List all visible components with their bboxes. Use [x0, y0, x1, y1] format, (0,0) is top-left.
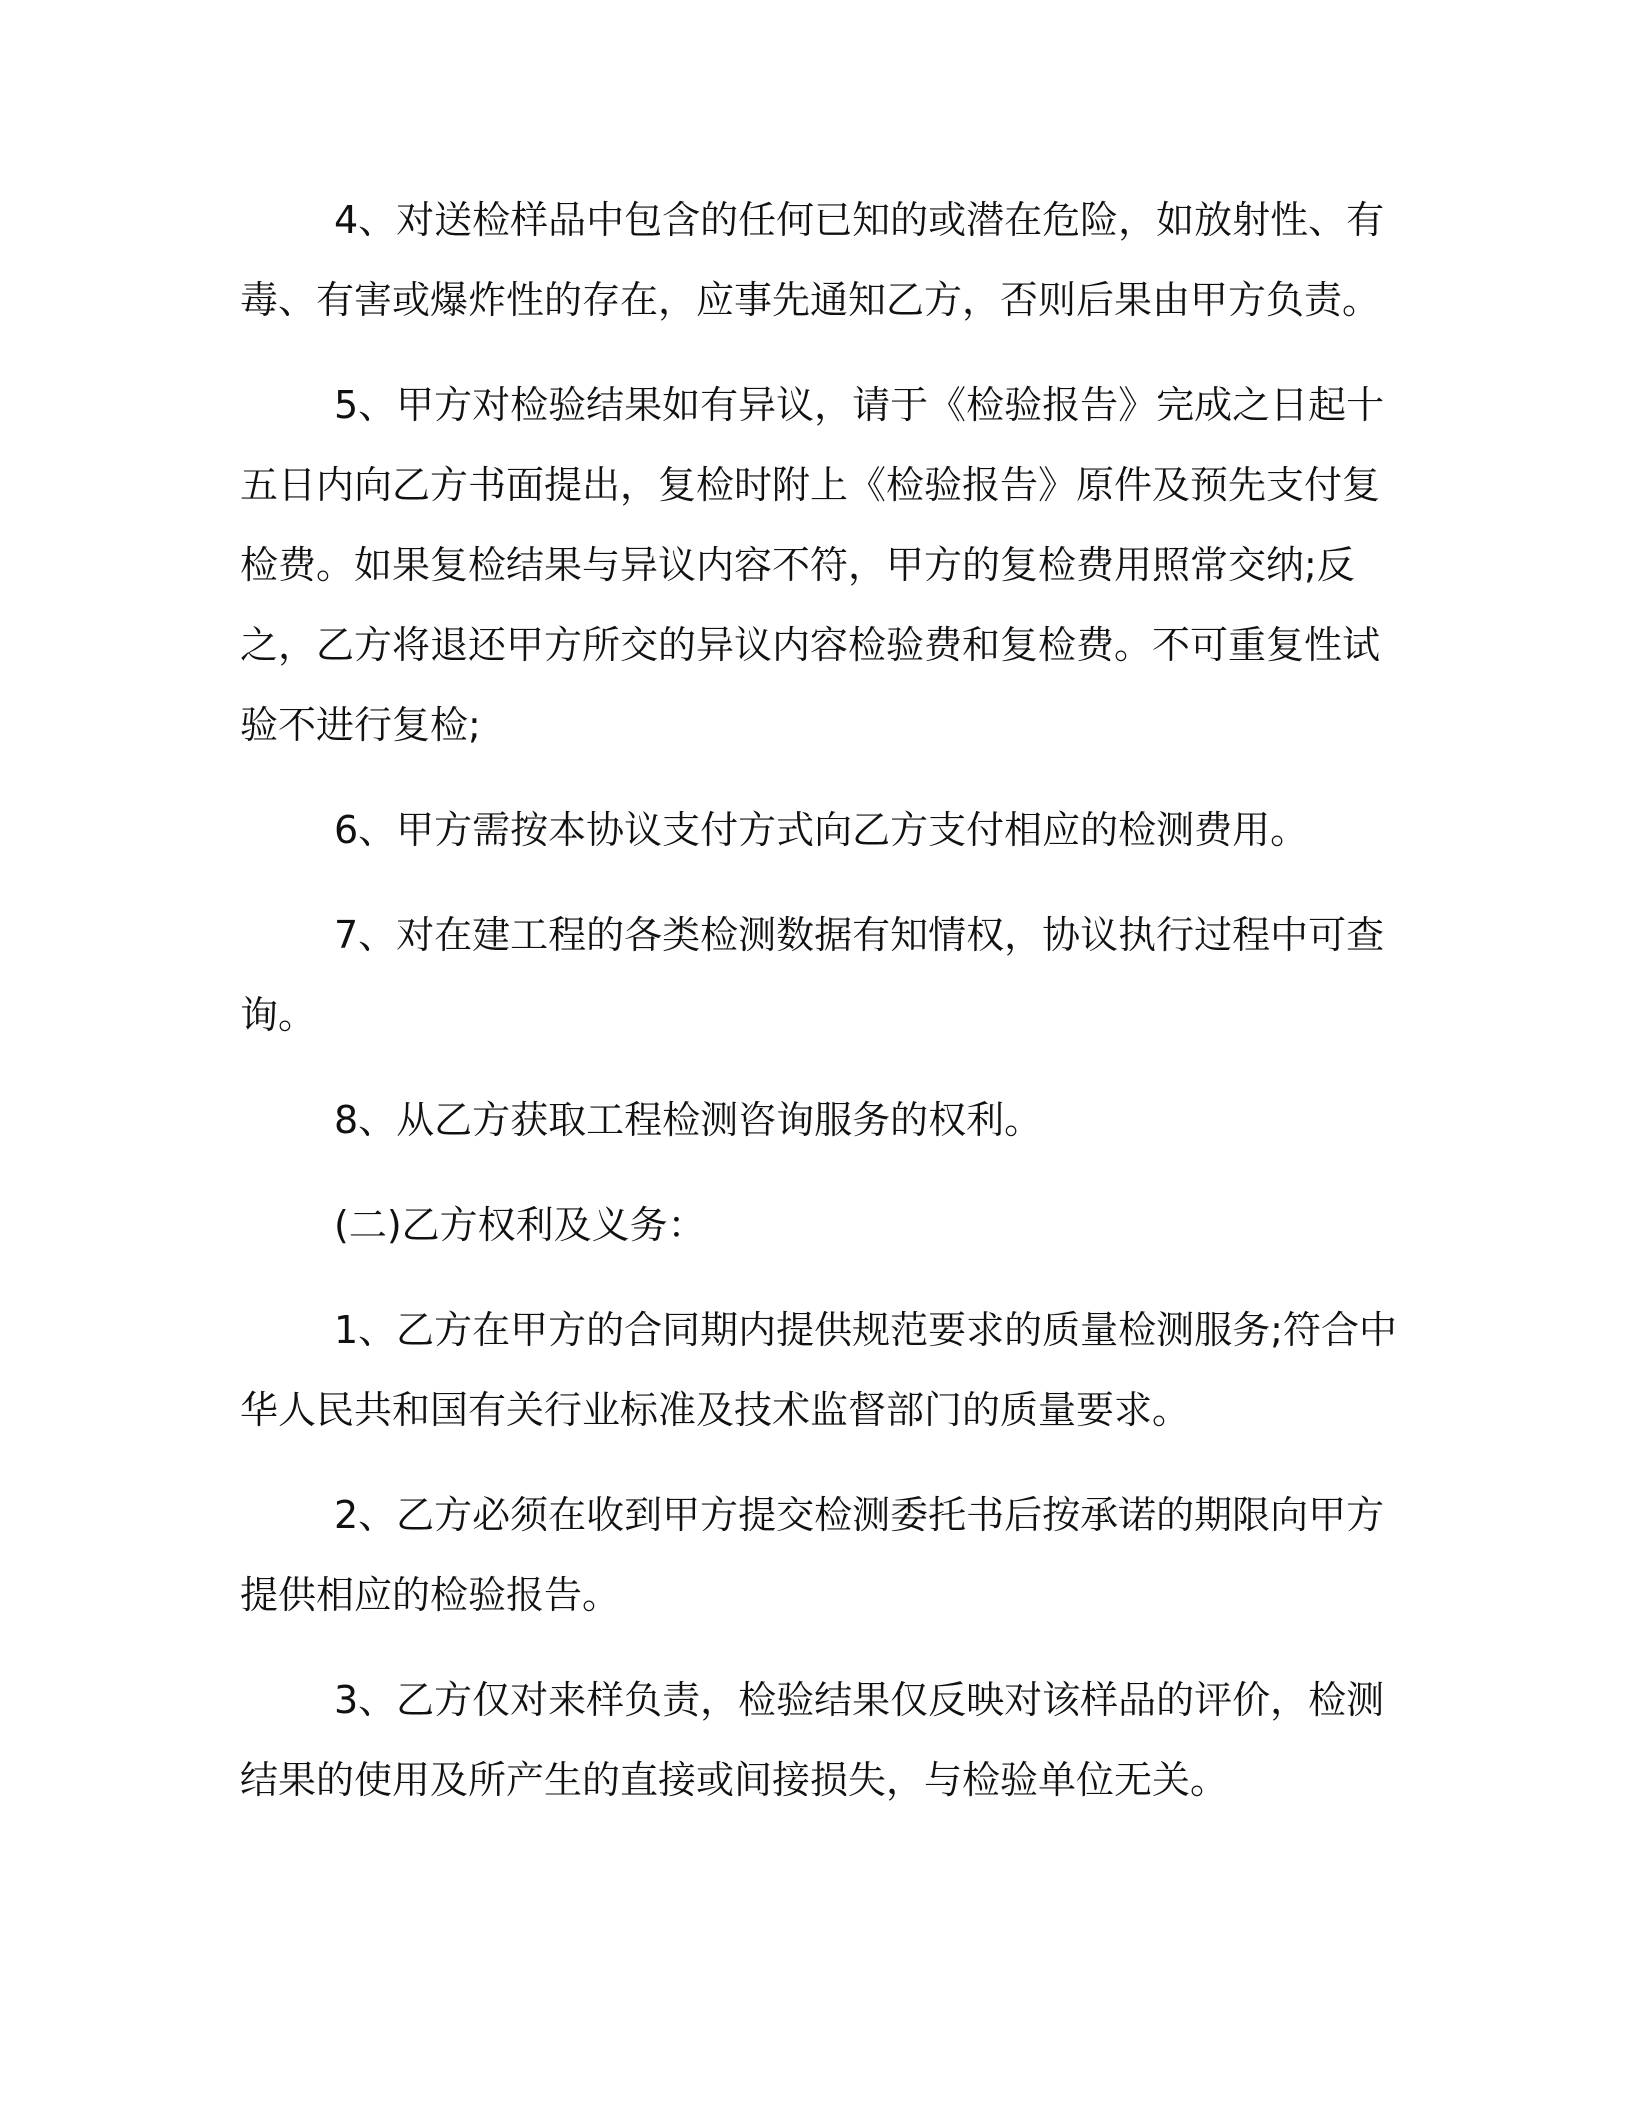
section-heading-party-b: (二)乙方权利及义务：	[334, 1203, 706, 1247]
paragraph-item-6: 6、甲方需按本协议支付方式向乙方支付相应的检测费用。	[334, 808, 1309, 852]
paragraph-item-4: 4、对送检样品中包含的任何已知的或潜在危险，如放射性、有毒、有害或爆炸性的存在，应事先通知乙方，否则后果由甲方负责。	[240, 198, 1385, 322]
paragraph-item-7: 7、对在建工程的各类检测数据有知情权，协议执行过程中可查询。	[240, 913, 1385, 1037]
paragraph-item-5: 5、甲方对检验结果如有异议，请于《检验报告》完成之日起十五日内向乙方书面提出，复检时附上《检验报告》原件及预先支付复检费。如果复检结果与异议内容不符，甲方的复检费用照常交纳;反之，乙方将退还甲方所交的异议内容检验费和复检费。不可重复性试验不进行复检;	[240, 383, 1385, 747]
paragraph-party-b-1: 1、乙方在甲方的合同期内提供规范要求的质量检测服务;符合中华人民共和国有关行业标准及技术监督部门的质量要求。	[240, 1308, 1397, 1432]
paragraph-party-b-3: 3、乙方仅对来样负责，检验结果仅反映对该样品的评价，检测结果的使用及所产生的直接或间接损失，与检验单位无关。	[240, 1678, 1385, 1802]
document-body	[240, 180, 1400, 1820]
paragraph-item-8: 8、从乙方获取工程检测咨询服务的权利。	[334, 1098, 1043, 1142]
paragraph-party-b-2: 2、乙方必须在收到甲方提交检测委托书后按承诺的期限向甲方提供相应的检验报告。	[240, 1493, 1385, 1617]
